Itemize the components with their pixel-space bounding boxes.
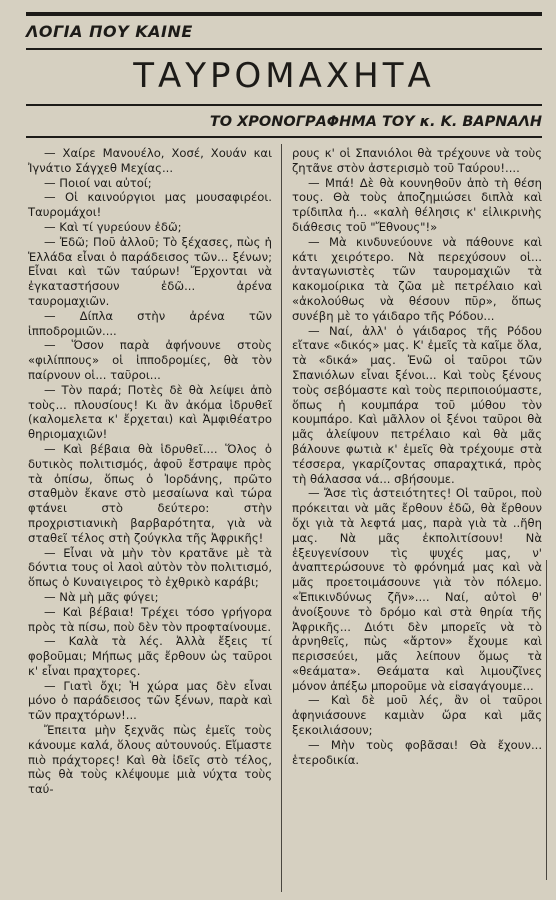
- paragraph: — Ἄσε τὶς ἀστειότητες! Οἱ ταῦροι, ποὺ πρόκειται νὰ μᾶς ἔρθουν ἐδῶ, θὰ ἔρθουν ὄχι γιὰ τὰ λεφτά μας, παρὰ γιὰ τὰ ..ἤθη μας. Νὰ μᾶς ἐκπολιτίσουν! Νὰ ἐξευγενίσουν τὶς ψυχές μας, ν' ἀναπτερώσουνε τὸ φρόνημά μας καὶ νὰ μᾶς προετοιμάσουνε γιὰ τὸν πόλεμο. «Ἐπικινδύνως ζῆν».... Ναί, αὐτοὶ θ' ἀνοίξουνε τὸ δρόμο καὶ στὰ θηρία τῆς Ἀφρικῆς... Διότι δὲν μπορεῖς νὰ τὸ ἀρνηθεῖς, πὼς «ἄρτον» ἔχουμε καὶ περισσεύει, μᾶς λείπουν ὅμως τὰ «θεάματα». Θεάματα καὶ λιμουζῖνες μόνον ἀπέξω μποροῦμε νὰ εἰσαγάγουμε...: [292, 486, 542, 693]
- text-column-left: [28, 146, 272, 797]
- paragraph: — Δίπλα στὴν ἀρένα τῶν ἱπποδρομιῶν....: [28, 308, 272, 338]
- paragraph: ρους κ' οἱ Σπανιόλοι θὰ τρέχουνε νὰ τοὺς ζητᾶνε στὸν ἀστερισμὸ τοῦ Ταύρου!....: [292, 146, 542, 175]
- paragraph: — Ναί, ἀλλ' ὁ γάιδαρος τῆς Ρόδου εἴτανε «δικός» μας. Κ' ἐμεῖς τὰ καῖμε ὅλα, τὰ «δικά» μας. Ἐνῶ οἱ ταῦροι τῶν Σπανιόλων εἶναι ξένοι... Καὶ τοὺς ξένους τοὺς σεβόμαστε καὶ τοὺς περιποιούμαστε, ὅπως ἡ κουμπάρα τοῦ μύθου τὸν κουμπάρο. Καὶ μᾶλλον οἱ ξένοι ταῦροι θὰ μᾶς ἀλείψουν πετρέλαιο καὶ θὰ μᾶς βάλουνε φωτιὰ κ' ἐμεῖς θὰ τρέχουμε στὰ τέσσερα, γκαρίζοντας σπαραχτικά, πρὸς τὴ θάλασσα νά... σβήσουμε.: [292, 323, 542, 486]
- paragraph: — Ποιοί ναι αὐτοί;: [44, 175, 152, 190]
- paragraph: — Καὶ δὲ μοῦ λές, ἂν οἱ ταῦροι ἀφηνιάσουνε καμιὰν ὥρα καὶ μᾶς ξεκοιλιάσουν;: [292, 693, 542, 738]
- headline: ΤΑΥΡΟΜΑΧΗΤΑ: [133, 56, 435, 96]
- paragraph: — Καὶ τί γυρεύουν ἐδῶ;: [44, 219, 182, 234]
- paragraph: — Ὅσον παρὰ ἀφήνουνε στοὺς «φιλίππους» οἱ ἱπποδρομίες, θὰ τὸν παίρνουν οἱ... ταῦροι...: [28, 338, 272, 382]
- top-rule: [26, 12, 542, 16]
- paragraph: — Καὶ βέβαια! Τρέχει τόσο γρήγορα πρὸς τὰ πίσω, ποὺ δὲν τὸν προφταίνουμε.: [28, 604, 272, 634]
- paragraph: — Καλὰ τὰ λές. Ἀλλὰ ἔξεις τί φοβοῦμαι; Μήπως μᾶς ἔρθουν ὡς ταῦροι κ' εἶναι πραχτορες.: [28, 634, 272, 678]
- paragraph: — Χαίρε Μανουέλο, Χοσέ, Χουάν και Ἰγνάτιο Σάγχεθ Μεχίας...: [28, 146, 272, 175]
- paragraph: — Εἶναι νὰ μὴν τὸν κρατᾶνε μὲ τὰ δόντια τους οἱ λαοὶ αὐτὸν τὸν πολιτισμό, ὅπως ὁ Κυναιγειρος τὸ ἐχθρικὸ καράβι;: [28, 545, 272, 590]
- paragraph: — Μὰ κινδυνεύουνε νὰ πάθουνε καὶ κάτι χειρότερο. Νὰ περεχύσουν οἱ... ἀνταγωνιστὲς τῶν ταυρομαχιῶν τὰ κακομοίρικα τὰ ζῶα μὲ πετρέλαιο καὶ «ἀκολούθως νὰ θέσουν πῦρ», ὅπως συνέβη μὲ το γάιδαρο τῆς Ρόδου...: [292, 234, 542, 323]
- adjacent-column-edge: [546, 560, 556, 880]
- byline: ΤΟ ΧΡΟΝΟΓΡΑΦΗΜΑ ΤΟΥ κ. Κ. ΒΑΡΝΑΛΗ: [209, 114, 542, 130]
- byline-rule: [26, 136, 542, 138]
- headline-box: [26, 48, 542, 106]
- paragraph: — Νὰ μὴ μᾶς φύγει;: [44, 589, 159, 604]
- column-kicker: ΛΟΓΙΑ ΠΟΥ ΚΑΙΝΕ: [26, 22, 193, 41]
- column-divider: [281, 144, 282, 892]
- paragraph: — Οἱ καινούργιοι μας μουσαφιρέοι. Ταυρομάχοι!: [28, 190, 272, 220]
- paragraph: — Γιατὶ ὄχι; Ἡ χώρα μας δὲν εἶναι μόνο ὁ παράδεισος τῶν ξένων, παρὰ καὶ τῶν πραχτόρων!...: [28, 678, 272, 723]
- paragraph: — Ἐδῶ; Ποῦ ἀλλοῦ; Τὸ ξέχασες, πὼς ἡ Ἑλλάδα εἶναι ὁ παράδεισος τῶν... ξένων; Εἶναι καὶ τῶν ταύρων! Ἔρχονται νὰ ἐγκαταστήσουν ἐδῶ... ἀρένα ταυρομαχιῶν.: [28, 234, 272, 308]
- paragraph: — Μπά! Δὲ θὰ κουνηθοῦν ἀπὸ τὴ θέση τους. Θὰ τοὺς ἀποζημιώσει διπλὰ καὶ τρίδιπλα ἡ... «καλὴ θέλησις κ' εἰλικρινὴς διάθεσις τοῦ "Ἔθνους"!»: [292, 175, 542, 234]
- paragraph: Ἔπειτα μὴν ξεχνᾶς πὼς ἐμεῖς τοὺς κάνουμε καλά, ὅλους αὐτουνούς. Εἴμαστε πιὸ πράχτορες! Καὶ θὰ ἰδεῖς στὸ τέλος, πὼς θὰ τοὺς κλέψουμε μιὰ νύχτα τοὺς ταύ-: [28, 723, 272, 797]
- paragraph: — Τὸν παρά; Ποτὲς δὲ θὰ λείψει ἀπὸ τοὺς... πλουσίους! Κι ἂν ἀκόμα ἱδρυθεῖ (καλομελετα κ' ἔρχεται) καὶ Ἀμφιθέατρο θηριομαχιῶν!: [28, 382, 272, 442]
- text-column-right: [292, 146, 542, 767]
- paragraph: — Καὶ βέβαια θὰ ἱδρυθεῖ.... Ὅλος ὁ δυτικὸς πολιτισμός, ἀφοῦ ἔστραψε πρὸς τὰ ὀπίσω, ὅπως ὁ Ἰορδάνης, πρῶτο σταθμὸν ἔκανε στὸ μεσαίωνα καὶ τώρα φτάνει στὸ δεύτερο: στὴν προχριστιανικὴ βαρβαρότητα, γιὰ νὰ σταθεῖ τέλος στὴ ζούγκλα τῆς Ἀφρικῆς!: [28, 441, 272, 545]
- paragraph: — Μὴν τοὺς φοβᾶσαι! Θὰ ἔχουν... ἑτεροδικία.: [292, 737, 542, 767]
